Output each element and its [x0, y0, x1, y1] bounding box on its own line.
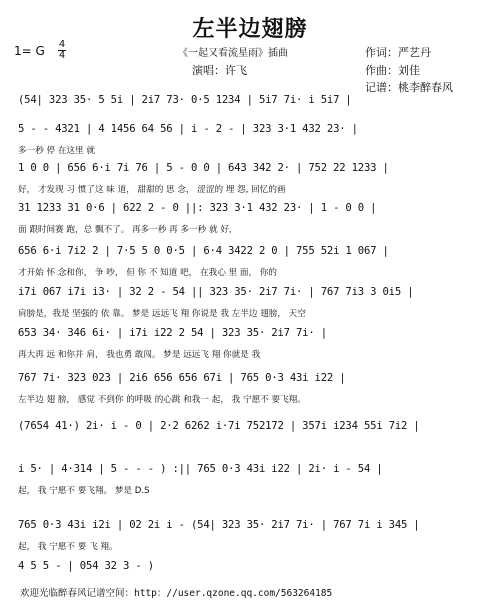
lyrics: 好， 才发现 习 惯了这 味 道， 甜甜的 思 念， 涩涩的 埋 怨, 回忆的画: [18, 185, 286, 195]
notation: 653 34· 346 6i· | i7i i22 2 54 | 323 35· 2i7 7i· |: [18, 327, 327, 339]
notation: 656 6·i 7i2 2 | 7·5 5 0 0·5 | 6·4 3422 2 0 | 755 52i 1 067 |: [18, 245, 389, 257]
lyrics: 左半边 翅 膀， 感觉 不到你 的呼吸 的心跳 和我一 起， 我 宁愿不 要飞翔。: [18, 395, 306, 405]
notation: 1 0 0 | 656 6·i 7i 76 | 5 - 0 0 | 643 342 2· | 752 22 1233 |: [18, 162, 389, 174]
lyrics: 多一秒 停 在这里 就: [18, 146, 95, 156]
notation: 31 1233 31 0·6 | 622 2 - 0 ||: 323 3·1 432 23· | 1 - 0 0 |: [18, 202, 377, 214]
time-signature: [58, 40, 66, 61]
lyrics: 再大再 远 和你并 肩， 我也勇 敢闯。 梦是 远远飞 翔 你就是 我: [18, 350, 261, 360]
source-note: 《一起又看流星雨》插曲: [178, 48, 288, 59]
lyrics: 面 跟时间赛 跑，总 飘不了。 再多一秒 再 多一秒 就 好，: [18, 225, 238, 235]
time-signature-top: 4: [58, 39, 66, 50]
key-signature: 1= G: [14, 44, 45, 58]
staff-line-8: [18, 372, 488, 424]
composer-credit: 作曲：刘佳: [365, 64, 420, 77]
notation: 5 - - 4321 | 4 1456 64 56 | i - 2 - | 323 3·1 432 23· |: [18, 123, 358, 135]
lyricist-credit: 作词：严艺丹: [365, 46, 431, 59]
lyrics: 起， 我 宁愿不 要 飞 翔。: [18, 542, 118, 552]
singer-credit: 演唱：许飞: [192, 64, 247, 77]
lyrics: 才开始 怀 念和你， 争 吵， 但 你 不 知道 吧， 在我心 里 面， 你的: [18, 268, 277, 278]
lyrics: 起， 我 宁愿不 要飞翔。 梦是 D.S: [18, 486, 150, 496]
staff-line-10: [18, 463, 488, 515]
song-title: 左半边翅膀: [192, 17, 308, 42]
notation: 4 5 5 - | 054 32 3 - ): [18, 560, 154, 572]
footer-credit: 欢迎光临醉春风记谱空间：http：//user.qzone.qq.com/563264185: [20, 588, 333, 599]
notation: (54| 323 35· 5 5i | 2i7 73· 0·5 1234 | 5i7 7i· i 5i7 |: [18, 94, 352, 106]
transcriber-credit: 记谱：桃李醉春风: [365, 81, 453, 94]
notation: i 5· | 4·314 | 5 - - - ) :|| 765 0·3 43i i22 | 2i· i - 54 |: [18, 463, 383, 475]
time-signature-bottom: 4: [58, 50, 66, 61]
notation: 765 0·3 43i i2i | 02 2i i - (54| 323 35· 2i7 7i· | 767 7i i 345 |: [18, 519, 420, 531]
staff-line-12: [18, 560, 488, 582]
lyrics: 肩膀是，我是 坚强的 依 靠。 梦是 远远飞 翔 你说是 我 左半边 翅膀， 天空: [18, 309, 306, 319]
notation: (7654 41·) 2i· i - 0 | 2·2 6262 i·7i 752172 | 357i i234 55i 7i2 |: [18, 420, 420, 432]
notation: 767 7i· 323 023 | 2i6 656 656 67i | 765 0·3 43i i22 |: [18, 372, 346, 384]
notation: i7i 067 i7i i3· | 32 2 - 54 || 323 35· 2i7 7i· | 767 7i3 3 0i5 |: [18, 286, 414, 298]
